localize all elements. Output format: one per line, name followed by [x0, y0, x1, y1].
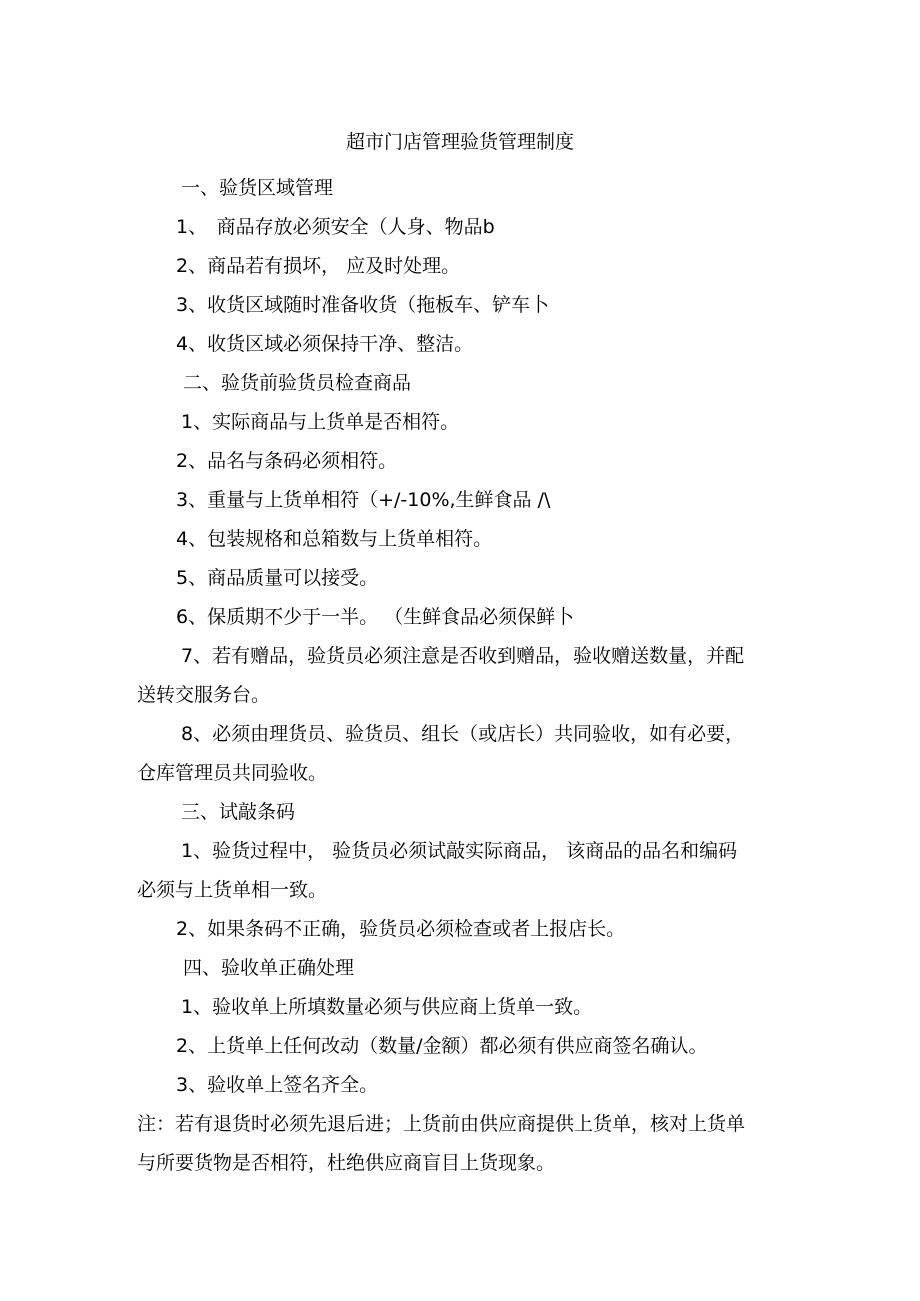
document-title: 超市门店管理验货管理制度	[345, 131, 574, 153]
paragraph-line: 4、收货区域必须保持干净、整洁。	[176, 333, 474, 355]
paragraph-line: 3、验收单上签名齐全。	[176, 1074, 379, 1096]
paragraph-line: 必须与上货单相一致。	[137, 879, 328, 901]
paragraph-line: 送转交服务台。	[137, 684, 271, 706]
paragraph-line: 3、重量与上货单相符（+/-10%,生鲜食品 /\	[176, 489, 551, 511]
paragraph-line: 8、必须由理货员、验货员、组长（或店长）共同验收，如有必要，	[181, 723, 745, 745]
paragraph-line: 7、若有赠品，验货员必须注意是否收到赠品，验收赠送数量，并配	[181, 645, 745, 667]
section-heading-1: 一、验货区域管理	[181, 177, 334, 199]
paragraph-line: 6、保质期不少于一半。 （生鲜食品必须保鲜卜	[176, 606, 575, 628]
section-heading-4: 四、验收单正确处理	[183, 957, 355, 979]
paragraph-line: 5、商品质量可以接受。	[176, 567, 379, 589]
paragraph-line: 2、品名与条码必须相符。	[176, 450, 398, 472]
paragraph-line: 2、商品若有损坏， 应及时处理。	[176, 255, 461, 277]
paragraph-line: 1、 商品存放必须安全（人身、物品b	[176, 216, 495, 238]
paragraph-line: 2、上货单上任何改动（数量/金额）都必须有供应商签名确认。	[176, 1035, 708, 1057]
paragraph-line: 1、验收单上所填数量必须与供应商上货单一致。	[181, 996, 593, 1018]
note-line: 注：若有退货时必须先退后进；上货前由供应商提供上货单，核对上货单	[137, 1113, 746, 1135]
paragraph-line: 3、收货区域随时准备收货（拖板车、铲车卜	[176, 294, 550, 316]
section-heading-3: 三、试敲条码	[181, 801, 296, 823]
paragraph-line: 4、包装规格和总箱数与上货单相符。	[176, 528, 493, 550]
note-line: 与所要货物是否相符，杜绝供应商盲目上货现象。	[137, 1152, 556, 1174]
paragraph-line: 2、如果条码不正确，验货员必须检查或者上报店长。	[176, 918, 626, 940]
paragraph-line: 1、实际商品与上货单是否相符。	[181, 411, 460, 433]
paragraph-line: 1、验货过程中， 验货员必须试敲实际商品， 该商品的品名和编码	[181, 840, 738, 862]
paragraph-line: 仓库管理员共同验收。	[137, 762, 328, 784]
section-heading-2: 二、验货前验货员检查商品	[183, 372, 412, 394]
